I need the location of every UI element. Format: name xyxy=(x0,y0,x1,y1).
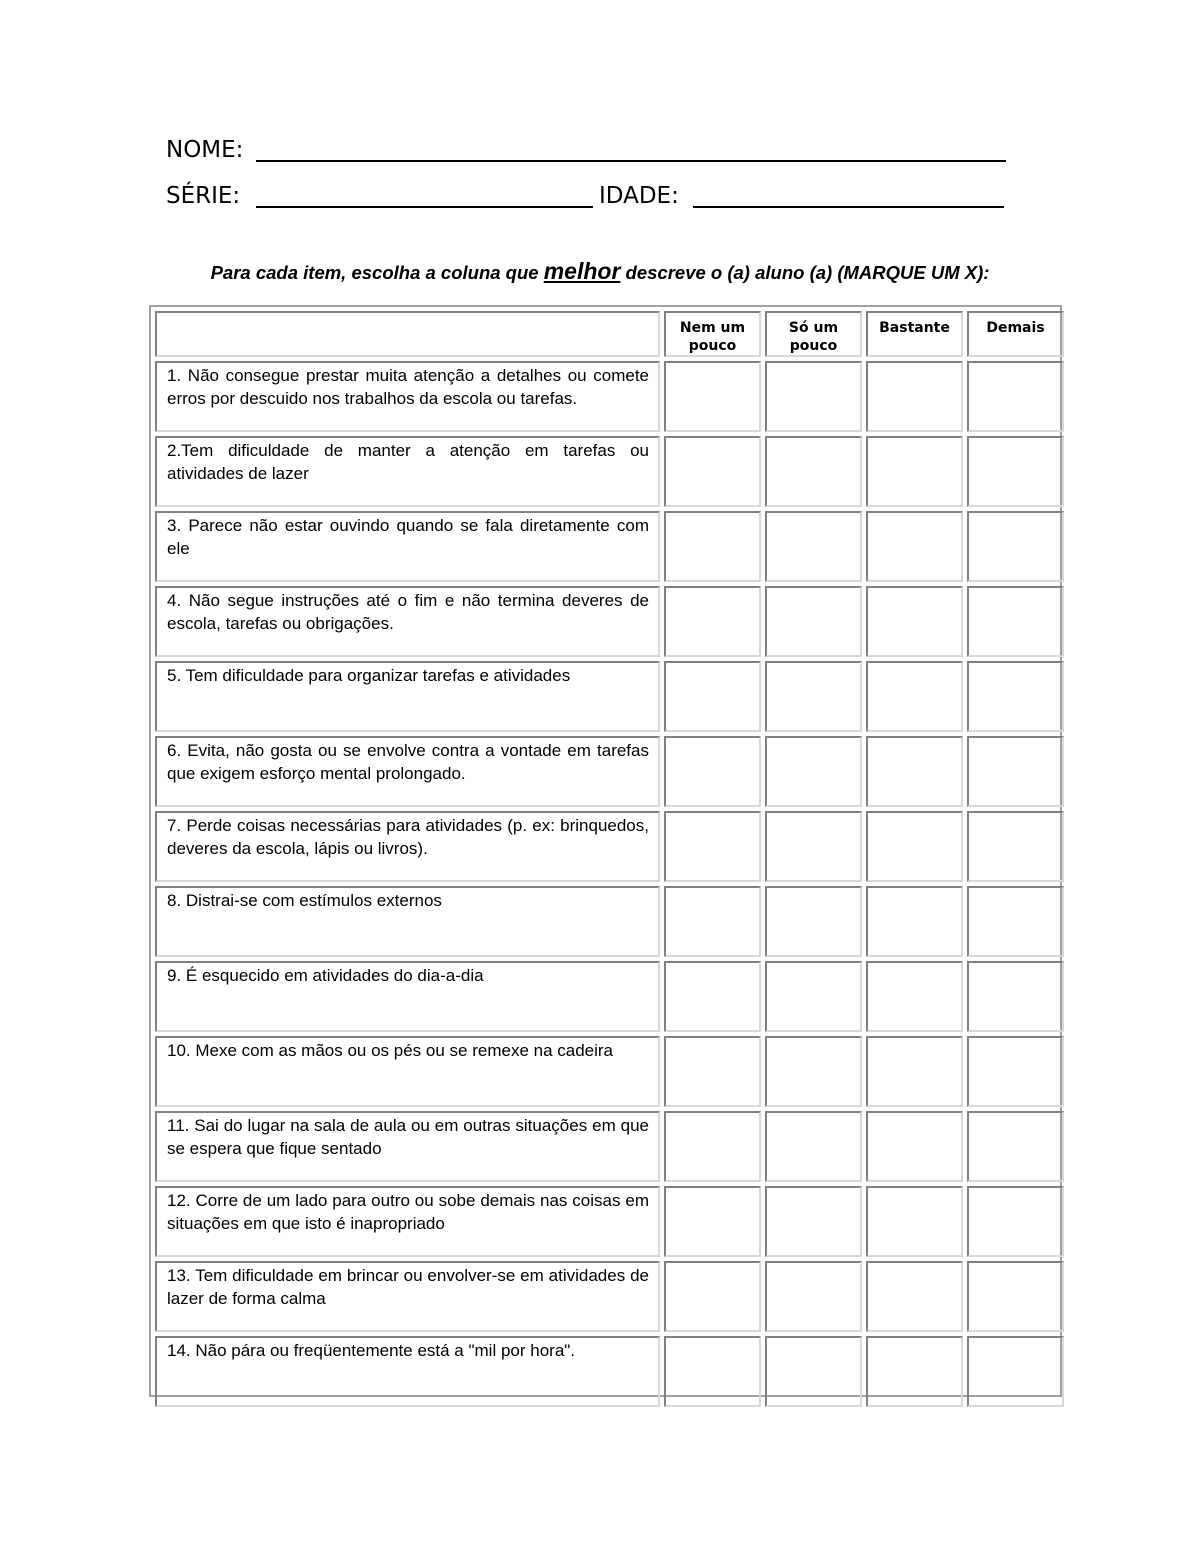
answer-box-bastante[interactable] xyxy=(866,811,963,882)
answer-box-bastante[interactable] xyxy=(866,1111,963,1182)
answer-box-so-um-pouco[interactable] xyxy=(765,1036,862,1107)
age-field[interactable] xyxy=(693,206,1004,208)
answer-box-demais[interactable] xyxy=(967,586,1064,657)
table-row xyxy=(155,661,1064,732)
table-row xyxy=(155,1186,1064,1257)
answer-box-nem-um-pouco[interactable] xyxy=(664,436,761,507)
table-row xyxy=(155,1261,1064,1332)
grade-label: SÉRIE: xyxy=(166,183,241,209)
age-label: IDADE: xyxy=(599,183,679,209)
answer-box-nem-um-pouco[interactable] xyxy=(664,1261,761,1332)
table-row xyxy=(155,361,1064,432)
answer-box-demais[interactable] xyxy=(967,961,1064,1032)
answer-box-demais[interactable] xyxy=(967,511,1064,582)
name-field[interactable] xyxy=(256,160,1006,162)
answer-box-bastante[interactable] xyxy=(866,1036,963,1107)
grade-field[interactable] xyxy=(256,206,593,208)
question-text: 4. Não segue instruções até o fim e não termina deveres de escola, tarefas ou obrigações. xyxy=(155,586,660,657)
column-header-bastante: Bastante xyxy=(866,311,963,357)
answer-box-bastante[interactable] xyxy=(866,961,963,1032)
answer-box-nem-um-pouco[interactable] xyxy=(664,1036,761,1107)
answer-box-so-um-pouco[interactable] xyxy=(765,1186,862,1257)
table-row xyxy=(155,886,1064,957)
column-header-so-um-pouco: Só um pouco xyxy=(765,311,862,357)
answer-box-so-um-pouco[interactable] xyxy=(765,886,862,957)
answer-box-demais[interactable] xyxy=(967,1036,1064,1107)
answer-box-bastante[interactable] xyxy=(866,586,963,657)
answer-box-demais[interactable] xyxy=(967,1336,1064,1407)
table-row xyxy=(155,1036,1064,1107)
answer-box-nem-um-pouco[interactable] xyxy=(664,1336,761,1407)
answer-box-so-um-pouco[interactable] xyxy=(765,511,862,582)
table-row xyxy=(155,436,1064,507)
instruction-text xyxy=(0,258,1200,285)
column-header-demais: Demais xyxy=(967,311,1064,357)
answer-box-so-um-pouco[interactable] xyxy=(765,1111,862,1182)
answer-box-so-um-pouco[interactable] xyxy=(765,1336,862,1407)
answer-box-nem-um-pouco[interactable] xyxy=(664,886,761,957)
question-text: 2.Tem dificuldade de manter a atenção em tarefas ou atividades de lazer xyxy=(155,436,660,507)
question-text: 11. Sai do lugar na sala de aula ou em outras situações em que se espera que fique sentado xyxy=(155,1111,660,1182)
answer-box-demais[interactable] xyxy=(967,886,1064,957)
table-row xyxy=(155,961,1064,1032)
table-row xyxy=(155,586,1064,657)
answer-box-so-um-pouco[interactable] xyxy=(765,811,862,882)
answer-box-demais[interactable] xyxy=(967,1111,1064,1182)
answer-box-demais[interactable] xyxy=(967,1261,1064,1332)
answer-box-so-um-pouco[interactable] xyxy=(765,1261,862,1332)
instruction-emphasis: melhor xyxy=(543,258,621,284)
answer-box-nem-um-pouco[interactable] xyxy=(664,1186,761,1257)
question-text: 1. Não consegue prestar muita atenção a detalhes ou comete erros por descuido nos trabalhos da escola ou tarefas. xyxy=(155,361,660,432)
answer-box-demais[interactable] xyxy=(967,661,1064,732)
answer-box-nem-um-pouco[interactable] xyxy=(664,811,761,882)
answer-box-nem-um-pouco[interactable] xyxy=(664,361,761,432)
answer-box-nem-um-pouco[interactable] xyxy=(664,961,761,1032)
answer-box-so-um-pouco[interactable] xyxy=(765,736,862,807)
question-text: 9. É esquecido em atividades do dia-a-dia xyxy=(155,961,660,1032)
questionnaire-table xyxy=(149,305,1062,1397)
answer-box-nem-um-pouco[interactable] xyxy=(664,586,761,657)
header-blank-cell xyxy=(155,311,660,357)
question-text: 10. Mexe com as mãos ou os pés ou se remexe na cadeira xyxy=(155,1036,660,1107)
question-text: 5. Tem dificuldade para organizar tarefas e atividades xyxy=(155,661,660,732)
table-row xyxy=(155,1336,1064,1407)
question-text: 7. Perde coisas necessárias para atividades (p. ex: brinquedos, deveres da escola, lápis ou livros). xyxy=(155,811,660,882)
answer-box-nem-um-pouco[interactable] xyxy=(664,736,761,807)
table-row xyxy=(155,1111,1064,1182)
answer-box-so-um-pouco[interactable] xyxy=(765,361,862,432)
table-row xyxy=(155,811,1064,882)
table-row xyxy=(155,511,1064,582)
column-header-nem-um-pouco: Nem um pouco xyxy=(664,311,761,357)
answer-box-bastante[interactable] xyxy=(866,736,963,807)
answer-box-nem-um-pouco[interactable] xyxy=(664,661,761,732)
answer-box-bastante[interactable] xyxy=(866,1336,963,1407)
name-label: NOME: xyxy=(166,137,244,163)
answer-box-so-um-pouco[interactable] xyxy=(765,436,862,507)
question-text: 13. Tem dificuldade em brincar ou envolver-se em atividades de lazer de forma calma xyxy=(155,1261,660,1332)
answer-box-bastante[interactable] xyxy=(866,1186,963,1257)
answer-box-so-um-pouco[interactable] xyxy=(765,961,862,1032)
table-row xyxy=(155,736,1064,807)
answer-box-demais[interactable] xyxy=(967,736,1064,807)
answer-box-nem-um-pouco[interactable] xyxy=(664,1111,761,1182)
instruction-after: descreve o (a) aluno (a) (MARQUE UM X): xyxy=(620,262,990,283)
question-text: 12. Corre de um lado para outro ou sobe demais nas coisas em situações em que isto é inapropriado xyxy=(155,1186,660,1257)
question-text: 3. Parece não estar ouvindo quando se fala diretamente com ele xyxy=(155,511,660,582)
answer-box-bastante[interactable] xyxy=(866,661,963,732)
answer-box-demais[interactable] xyxy=(967,436,1064,507)
question-text: 14. Não pára ou freqüentemente está a "mil por hora". xyxy=(155,1336,660,1407)
answer-box-bastante[interactable] xyxy=(866,1261,963,1332)
answer-box-nem-um-pouco[interactable] xyxy=(664,511,761,582)
answer-box-bastante[interactable] xyxy=(866,511,963,582)
question-text: 6. Evita, não gosta ou se envolve contra a vontade em tarefas que exigem esforço mental prolongado. xyxy=(155,736,660,807)
answer-box-bastante[interactable] xyxy=(866,361,963,432)
header-row xyxy=(155,311,1064,357)
answer-box-bastante[interactable] xyxy=(866,436,963,507)
answer-box-demais[interactable] xyxy=(967,361,1064,432)
answer-box-bastante[interactable] xyxy=(866,886,963,957)
answer-box-demais[interactable] xyxy=(967,811,1064,882)
question-text: 8. Distrai-se com estímulos externos xyxy=(155,886,660,957)
answer-box-so-um-pouco[interactable] xyxy=(765,586,862,657)
answer-box-so-um-pouco[interactable] xyxy=(765,661,862,732)
answer-box-demais[interactable] xyxy=(967,1186,1064,1257)
instruction-before: Para cada item, escolha a coluna que xyxy=(210,262,544,283)
